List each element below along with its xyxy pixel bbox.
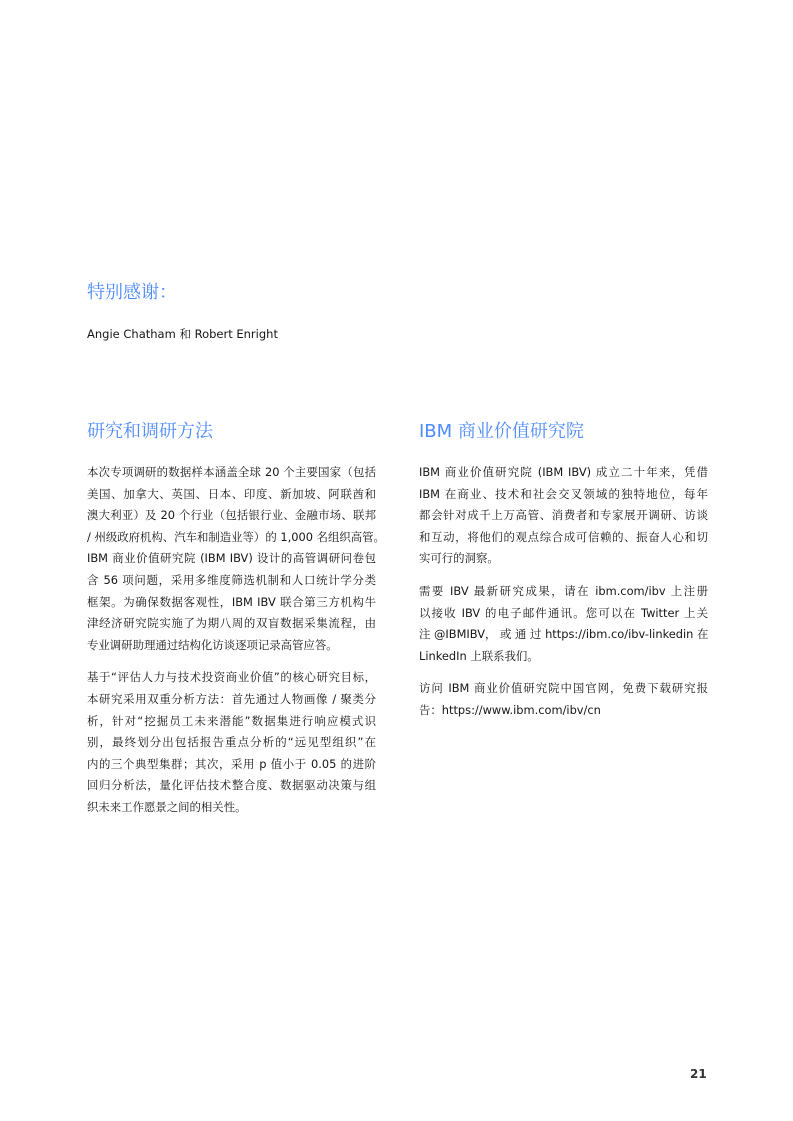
text-line: 析，针对“挖掘员工未来潜能”数据集进行响应模式识 bbox=[87, 713, 376, 728]
text-line: 本研究采用双重分析方法：首先通过人物画像 / 聚类分 bbox=[87, 691, 376, 706]
text-line: 美国、加拿大、英国、日本、印度、新加坡、阿联酋和 bbox=[87, 486, 376, 501]
text-line: 需要 IBV 最新研究成果，请在 ibm.com/ibv 上注册 bbox=[419, 583, 708, 598]
thanks-heading: 特别感谢： bbox=[87, 282, 177, 303]
page-number: 21 bbox=[690, 1067, 707, 1081]
text-line: 注 @IBMIBV， 或 通 过 https://ibm.co/ibv-linkedin 在 bbox=[419, 627, 709, 642]
text-line: / 州级政府机构、汽车和制造业等）的 1,000 名组织高管。 bbox=[87, 529, 385, 544]
text-line: 回归分析法，量化评估技术整合度、数据驱动决策与组 bbox=[87, 778, 376, 793]
paragraph bbox=[419, 678, 708, 721]
text-line: 澳大利亚）及 20 个行业（包括银行业、金融市场、联邦 bbox=[87, 508, 376, 523]
text-line: 实可行的洞察。 bbox=[419, 551, 499, 566]
text-line: IBM 商业价值研究院 (IBM IBV) 设计的高管调研问卷包 bbox=[87, 551, 376, 566]
text-line: 津经济研究院实施了为期八周的双盲数据采集流程，由 bbox=[87, 616, 376, 631]
text-line: 含 56 项问题，采用多维度筛选机制和人口统计学分类 bbox=[87, 572, 376, 587]
thanks-names: Angie Chatham 和 Robert Enright bbox=[87, 327, 278, 341]
text-line: 专业调研助理通过结构化访谈逐项记录高管应答。 bbox=[87, 637, 338, 652]
text-line: 访问 IBM 商业价值研究院中国官网，免费下载研究报 bbox=[419, 681, 708, 696]
methodology-body bbox=[87, 462, 385, 830]
text-line: LinkedIn 上联系我们。 bbox=[419, 648, 539, 663]
text-line: 织未来工作愿景之间的相关性。 bbox=[87, 799, 247, 814]
paragraph bbox=[87, 462, 385, 656]
text-line: IBM 在商业、技术和社会交叉领域的独特地位，每年 bbox=[419, 486, 708, 501]
text-line: 以接收 IBV 的电子邮件通讯。您可以在 Twitter 上关 bbox=[419, 605, 708, 620]
text-line: 内的三个典型集群；其次，采用 p 值小于 0.05 的进阶 bbox=[87, 756, 376, 771]
text-line: 告：https://www.ibm.com/ibv/cn bbox=[419, 702, 601, 717]
text-line: IBM 商业价值研究院 (IBM IBV) 成立二十年来，凭借 bbox=[419, 465, 708, 479]
paragraph bbox=[419, 462, 708, 570]
text-line: 别，最终划分出包括报告重点分析的“远见型组织”在 bbox=[87, 735, 376, 750]
text-line: 本次专项调研的数据样本涵盖全球 20 个主要国家（包括 bbox=[87, 465, 376, 479]
text-line: 基于“评估人力与技术投资商业价值”的核心研究目标， bbox=[87, 670, 376, 685]
text-line: 都会针对成千上万高管、消费者和专家展开调研、访谈 bbox=[419, 508, 708, 523]
ibv-body bbox=[419, 462, 708, 733]
paragraph bbox=[87, 667, 376, 818]
text-line: 和互动，将他们的观点综合成可信赖的、振奋人心和切 bbox=[419, 529, 708, 544]
methodology-heading: 研究和调研方法 bbox=[87, 421, 213, 442]
text-line: 框架。为确保数据客观性，IBM IBV 联合第三方机构牛 bbox=[87, 594, 376, 609]
ibv-heading: IBM 商业价值研究院 bbox=[419, 421, 584, 442]
paragraph bbox=[419, 581, 708, 667]
